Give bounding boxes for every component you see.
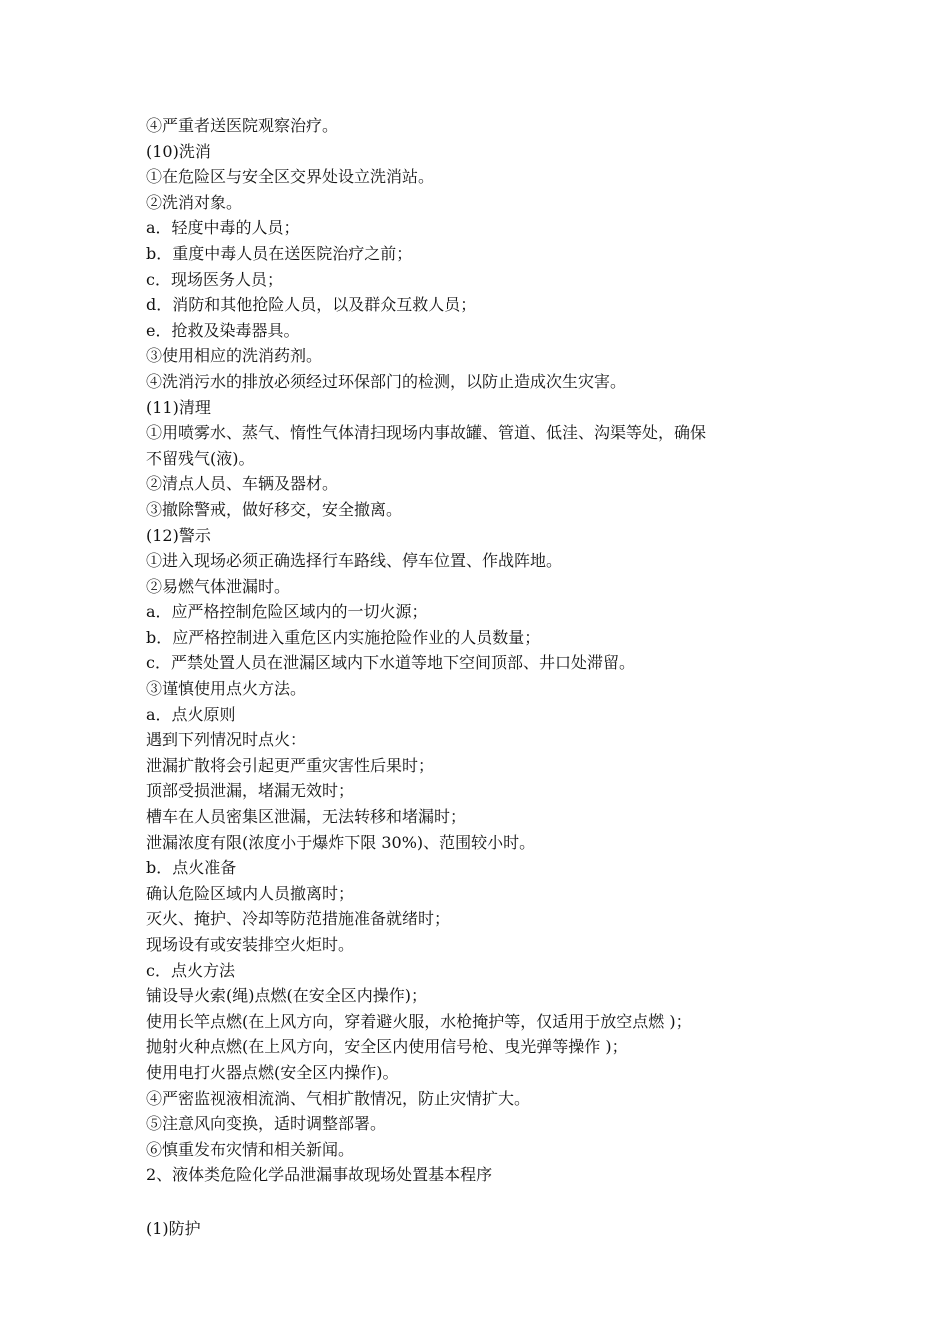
text-block-main <box>146 113 826 1188</box>
document-body <box>146 113 826 1242</box>
text-line: 铺设导火索(绳)点燃(在安全区内操作)； <box>146 986 427 1006</box>
paragraph-gap <box>146 1188 826 1216</box>
text-line: ②清点人员、车辆及器材。 <box>146 474 339 494</box>
text-line: c．点火方法 <box>146 960 235 980</box>
text-line: 不留残气(液)。 <box>146 448 255 468</box>
text-line: c．严禁处置人员在泄漏区域内下水道等地下空间顶部、井口处滞留。 <box>146 653 635 673</box>
text-line: b．应严格控制进入重危区内实施抢险作业的人员数量； <box>146 627 541 647</box>
text-line: 使用长竿点燃(在上风方向，穿着避火服，水枪掩护等，仅适用于放空点燃 )； <box>146 1011 692 1031</box>
text-line: (1)防护 <box>146 1218 201 1238</box>
text-line: e．抢救及染毒器具。 <box>146 320 300 340</box>
text-line: ①进入现场必须正确选择行车路线、停车位置、作战阵地。 <box>146 551 563 571</box>
text-line: ③撤除警戒，做好移交，安全撤离。 <box>146 499 403 519</box>
text-line: ⑤注意风向变换，适时调整部署。 <box>146 1114 387 1134</box>
text-line: ④严密监视液相流淌、气相扩散情况，防止灾情扩大。 <box>146 1088 531 1108</box>
text-line: 顶部受损泄漏，堵漏无效时； <box>146 781 355 801</box>
text-line: 遇到下列情况时点火： <box>146 730 307 750</box>
text-line: a．轻度中毒的人员； <box>146 218 300 238</box>
text-line: 2、液体类危险化学品泄漏事故现场处置基本程序 <box>146 1165 493 1185</box>
text-line: ⑥慎重发布灾情和相关新闻。 <box>146 1139 355 1159</box>
text-line: d．消防和其他抢险人员，以及群众互救人员； <box>146 295 477 315</box>
text-line: (10)洗消 <box>146 141 211 161</box>
text-line: 抛射火种点燃(在上风方向，安全区内使用信号枪、曳光弹等操作 )； <box>146 1037 628 1057</box>
text-line: 泄漏扩散将会引起更严重灾害性后果时； <box>146 755 435 775</box>
text-line: 灭火、掩护、冷却等防范措施准备就绪时； <box>146 909 451 929</box>
text-line: 使用电打火器点燃(安全区内操作)。 <box>146 1062 399 1082</box>
text-line: ②易燃气体泄漏时。 <box>146 576 291 596</box>
text-line: 现场设有或安装排空火炬时。 <box>146 935 355 954</box>
text-line: a．应严格控制危险区域内的一切火源； <box>146 602 428 622</box>
text-line: c．现场医务人员； <box>146 269 283 289</box>
text-block-section-start <box>146 1216 826 1242</box>
text-line: ③谨慎使用点火方法。 <box>146 679 307 699</box>
text-line: ①在危险区与安全区交界处设立洗消站。 <box>146 167 435 187</box>
text-line: 槽车在人员密集区泄漏，无法转移和堵漏时； <box>146 807 467 827</box>
text-line: ④洗消污水的排放必须经过环保部门的检测，以防止造成次生灾害。 <box>146 371 627 391</box>
text-line: ①用喷雾水、蒸气、惰性气体清扫现场内事故罐、管道、低洼、沟渠等处，确保 <box>146 423 707 443</box>
text-line: b．点火准备 <box>146 858 237 878</box>
text-line: b．重度中毒人员在送医院治疗之前； <box>146 243 413 263</box>
text-line: ③使用相应的洗消药剂。 <box>146 346 323 366</box>
text-line: 泄漏浓度有限(浓度小于爆炸下限 30%)、范围较小时。 <box>146 832 536 852</box>
text-line: a．点火原则 <box>146 704 236 724</box>
text-line: (11)清理 <box>146 397 211 417</box>
text-line: 确认危险区域内人员撤离时； <box>146 883 355 903</box>
text-line: ④严重者送医院观察治疗。 <box>146 116 339 135</box>
text-line: (12)警示 <box>146 525 211 545</box>
text-line: ②洗消对象。 <box>146 192 243 212</box>
